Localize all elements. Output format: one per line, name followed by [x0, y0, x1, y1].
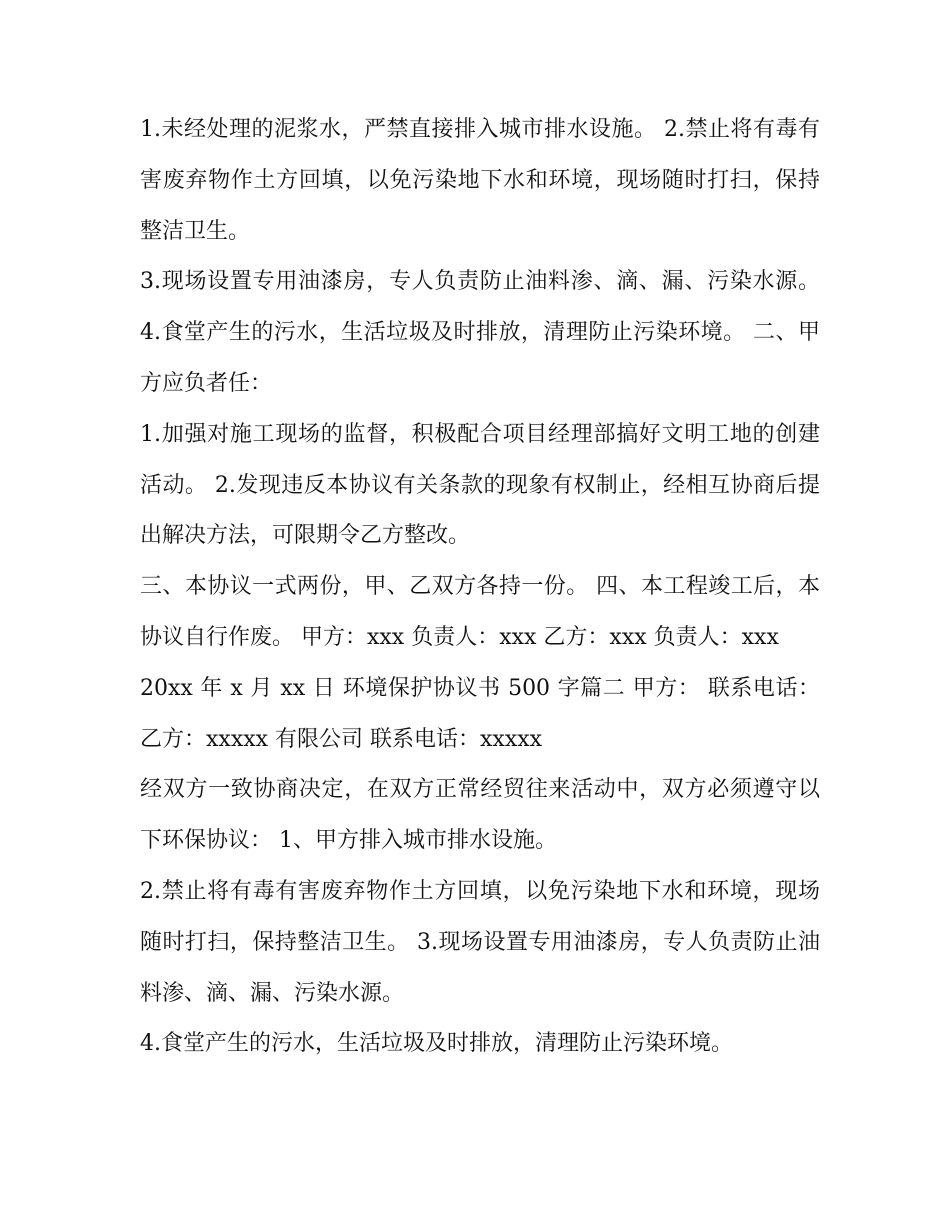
- paragraph-3: 1.加强对施工现场的监督，积极配合项目经理部搞好文明工地的创建活动。 2.发现违反本协议有关条款的现象有权制止，经相互协商后提出解决方法，可限期令乙方整改。: [140, 421, 820, 549]
- paragraph-1: 1.未经处理的泥浆水，严禁直接排入城市排水设施。 2.禁止将有毒有害废弃物作土方回填，以免污染地下水和环境，现场随时打扫，保持整洁卫生。: [140, 117, 820, 244]
- paragraph-4: 三、本协议一式两份，甲、乙双方各持一份。 四、本工程竣工后，本协议自行作废。 甲方：xxx 负责人：xxx 乙方：xxx 负责人：xxx: [140, 574, 820, 650]
- paragraph-2: 3.现场设置专用油漆房，专人负责防止油料渗、滴、漏、污染水源。 4.食堂产生的污水，生活垃圾及时排放，清理防止污染环境。 二、甲方应负者任：: [140, 269, 820, 396]
- paragraph-8: 4.食堂产生的污水，生活垃圾及时排放，清理防止污染环境。: [140, 1031, 733, 1057]
- paragraph-7: 2.禁止将有毒有害废弃物作土方回填，以免污染地下水和环境，现场随时打扫，保持整洁卫生。 3.现场设置专用油漆房，专人负责防止油料渗、滴、漏、污染水源。: [140, 878, 820, 1006]
- paragraph-6: 经双方一致协商决定，在双方正常经贸往来活动中，双方必须遵守以下环保协议： 1、甲方排入城市排水设施。: [140, 777, 820, 854]
- document-body: [140, 105, 820, 1070]
- paragraph-5: 20xx 年 x 月 xx 日 环境保护协议书 500 字篇二 甲方： 联系电话： 乙方：xxxxx 有限公司 联系电话：xxxxx: [140, 675, 820, 752]
